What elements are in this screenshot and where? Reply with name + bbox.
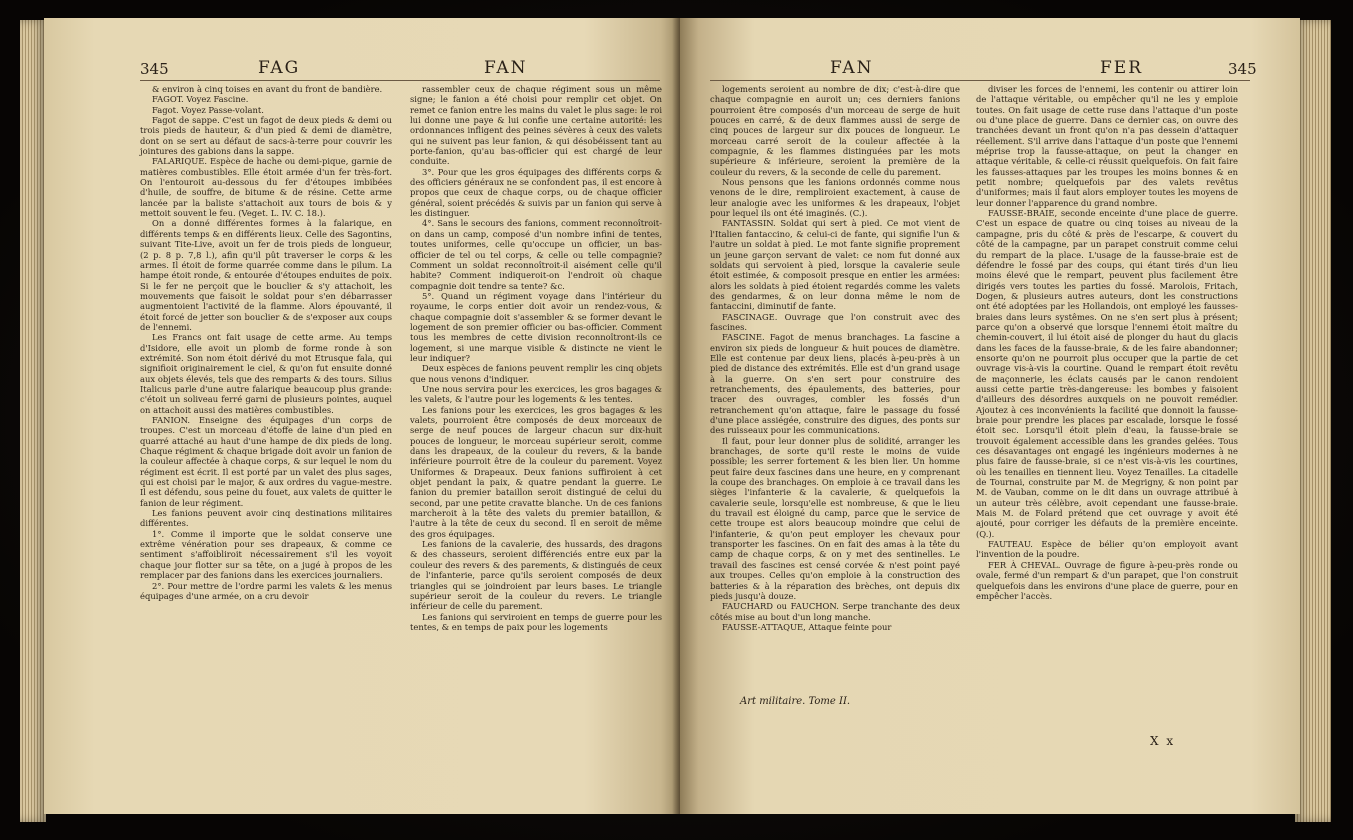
left-column-1 [140,84,392,804]
left-header-rule [140,80,660,81]
paragraph: FER À CHEVAL. Ouvrage de figure à-peu-près ronde ou ovale, fermé d'un rempart & d'un parapet, que l'on construit quelquefois dans les environs d'une place de guerre, pour en empêcher l'accès. [976,559,1238,601]
paragraph: FAUSSE-BRAIE, seconde enceinte d'une place de guerre. C'est un espace de quatre ou cinq toises au niveau de la campagne, pris du côté & près de l'escarpe, & couvert du côté de la campagne, par un parapet construit comme celui du rempart de la place. L'usage de la fausse-braie est de défendre le fossé par des coups, qui étant tirés d'un lieu moins élevé que le rempart, peuvent plus facilement être dirigés vers toutes les parties du fossé. Marolois, Fritach, Dogen, & plusieurs autres auteurs, dont les constructions ont été adoptées par les Hollandois, ont employé les fausses-braies dans leurs systêmes. On ne s'en sert plus à présent; parce qu'on a observé que lorsque l'ennemi étoit maître du chemin-couvert, il lui étoit aisé de plonger du haut du glacis dans les faces de la fausse-braie, & de les faire abandonner; ensorte qu'on ne pourroit plus occuper que la partie de cet ouvrage vis-à-vis la courtine. Quand le rempart étoit revêtu de maçonnerie, les éclats causés par le canon rendoient aussi cette partie très-dangereuse: les bombes y faisoient d'ailleurs des désordres auxquels on ne pouvoit remédier. Ajoutez à ces inconvénients la facilité que donnoit la fausse-braie pour prendre les places par escalade, lorsque le fossé étoit sec. Lorsqu'il étoit plein d'eau, la fausse-braie se trouvoit également accessible dans les grandes gelées. Tous ces désavantages ont engagé les ingénieurs modernes à ne plus faire de fausse-braie, si ce n'est vis-à-vis les courtines, où les tenailles en tiennent lieu. Voyez Tenailles. La citadelle de Tournai, construite par M. de Megrigny, & non point par M. de Vauban, comme on le dit dans un ouvrage attribué à un auteur très célèbre, avoit cependant une fausse-braie. Mais M. de Folard prétend que cet ouvrage y avoit été ajouté, pour corriger les défauts de la première enceinte. (Q.). [976,208,1238,539]
paragraph: Fagot de sappe. C'est un fagot de deux pieds & demi ou trois pieds de hauteur, & d'un pied & demi de diamètre, dont on se sert au défaut de sacs-à-terre pour couvrir les jointures des gabions dans la sappe. [140,115,392,157]
right-column-2 [976,84,1238,774]
paragraph: 2°. Pour mettre de l'ordre parmi les valets & les menus équipages d'une armée, on a cru devoir [140,580,392,601]
paragraph: FAUTEAU. Espèce de bélier qu'on employoit avant l'invention de la poudre. [976,539,1238,560]
paragraph: Les fanions pour les exercices, les gros bagages & les valets, pourroient être composés de deux morceaux de serge de neuf pouces de largeur chacun sur dix-huit pouces de longueur, le morceau supérieur seroit, comme dans les drapeaux, de la couleur du revers, & la bande inférieure pourroit être de la couleur du parement. Voyez Uniformes & Drapeaux. Deux fanions suffiroient à cet objet pendant la paix, & quatre pendant la guerre. Le fanion du premier bataillon seroit distingué de celui du second, par une petite cravatte blanche. Un de ces fanions marcheroit à la tête des valets du premier bataillon, & l'autre à la tête de ceux du second. Il en seroit de même des gros équipages. [410,404,662,539]
paragraph: FASCINAGE. Ouvrage que l'on construit avec des fascines. [710,311,960,332]
left-column-2 [410,84,662,804]
paragraph: FASCINE. Fagot de menus branchages. La fascine a environ six pieds de longueur & huit pouces de diamètre. Elle est contenue par deux liens, placés à-peu-près à un pied de distance des extrémités. Elle est d'un grand usage à la guerre. On s'en sert pour construire des retranchements, des épaulements, des batteries, pour tracer des ouvrages, combler les fossés d'un retranchement qu'on attaque, faire le passage du fossé d'une place assiégée, construire des digues, des ponts sur des ruisseaux pour les communications. [710,332,960,436]
paragraph: Une nous servira pour les exercices, les gros bagages & les valets, & l'autre pour les logements & les tentes. [410,383,662,405]
paragraph: 4°. Sans le secours des fanions, comment reconnoîtroit-on dans un camp, composé d'un nombre infini de tentes, toutes uniformes, celle qu'occupe un officier, un bas-officier de tel ou tel corps, & celle ou telle compagnie? Comment un soldat reconnoîtroit-il aisément celle qu'il habite? Comment indiqueroit-on l'endroit où chaque compagnie doit tendre sa tente? &c. [410,218,662,291]
paragraph: Les fanions peuvent avoir cinq destinations militaires différentes. [140,508,392,529]
paragraph: 1°. Comme il importe que le soldat conserve une extrême vénération pour ses drapeaux, & comme ce sentiment s'affoibliroit nécessairement s'il les voyoit chaque jour flotter sur sa tête, on a jugé à propos de les remplacer par des fanions dans les exercices journaliers. [140,528,392,581]
paragraph: rassembler ceux de chaque régiment sous un même signe; le fanion a été choisi pour remplir cet objet. On remet ce fanion entre les mains du valet le plus sage: le roi lui donne une paye & lui confie une certaine autorité: les ordonnances infligent des peines sévères à ceux des valets qui ne suivent pas leur fanion, & qui désobéissent tant au porte-fanion, qu'au bas-officier qui est chargé de leur conduite. [410,84,662,167]
paragraph: FAUSSE-ATTAQUE, Attaque feinte pour [722,621,892,632]
paragraph: FANION. Enseigne des équipages d'un corps de troupes. C'est un morceau d'étoffe de laine d'un pied en quarré attaché au haut d'une hampe de dix pieds de long. Chaque régiment & chaque brigade doit avoir un fanion de la couleur affectée à chaque corps, & sur lequel le nom du régiment est écrit. Il est porté par un valet des plus sages, qui est choisi par le major, & aux ordres du vague-mestre. Il est défendu, sous peine du fouet, aux valets de quitter le fanion de leur régiment. [140,415,392,508]
right-column-1 [710,84,960,774]
paragraph: On a donné différentes formes à la falarique, en différents temps & en différents lieux. Celle des Sagontins, suivant Tite-Live, avoit un fer de trois pieds de longueur, (2 p. 8 p. 7,8 l.), afin qu'il pût traverser le corps & les armes. Il étoit de forme quarrée comme dans le pilum. La hampe étoit ronde, & entourée d'étoupes enduites de poix. Si le fer ne perçoit que le bouclier & s'y attachoit, les mouvements que faisoit le soldat pour s'en débarrasser augmentoient l'activité de la flamme. Alors épouvanté, il étoit forcé de jetter son bouclier & de s'exposer aux coups de l'ennemi. [140,218,392,332]
paragraph: Deux espèces de fanions peuvent remplir les cinq objets que nous venons d'indiquer. [410,363,662,384]
paragraph: Les fanions de la cavalerie, des hussards, des dragons & des chasseurs, seroient différenciés entre eux par la couleur des revers & des parements, & distingués de ceux de l'infanterie, parce qu'ils seroient composés de deux triangles qui se joindroient par leurs bases. Le triangle supérieur seroit de la couleur du revers. Le triangle inférieur de celle du parement. [410,539,662,612]
paragraph: FAUCHARD ou FAUCHON. Serpe tranchante des deux côtés mise au bout d'un long manche. [710,601,960,622]
left-folio: 345 [140,60,169,78]
paragraph: & environ à cinq toises en avant du front de bandière. [152,84,383,94]
right-header-fan: FAN [830,58,874,78]
right-signature-line: Art militaire. Tome II. [740,696,851,707]
paragraph: FANTASSIN. Soldat qui sert à pied. Ce mot vient de l'Italien fantaccino, & celui-ci de fante, qui signifie l'un & l'autre un soldat à pied. Le mot fante signifie proprement un jeune garçon servant de valet: ce nom fut donné aux soldats qui servoient à pied, lorsque la cavalerie seule étoit estimée, & composoit presque en entier les armées: alors les soldats à pied étoient regardés comme les valets des gendarmes, & on leur donna même le nom de fantaccini, diminutif de fante. [710,218,960,312]
paragraph: Nous pensons que les fanions ordonnés comme nous venons de le dire, rempliroient exactement, à cause de leur analogie avec les uniformes & les drapeaux, l'objet pour lequel ils ont été imaginés. (C.). [710,177,960,219]
paragraph: Fagot. Voyez Passe-volant. [152,104,264,115]
left-header-fag: FAG [258,58,301,78]
right-page-edges [1295,20,1331,822]
paragraph: diviser les forces de l'ennemi, les contenir ou attirer loin de l'attaque véritable, ou empêcher qu'il ne les y emploie toutes. On fait usage de cette ruse dans l'attaque d'un poste ou d'une place de guerre. Dans ce dernier cas, on ouvre des tranchées devant un front qu'on n'a pas dessein d'attaquer réellement. S'il arrive dans l'attaque d'un poste que l'ennemi méprise trop la fausse-attaque, on peut la changer en attaque véritable, & celle-ci réussit quelquefois. On fait faire les fausses-attaques par les troupes les moins bonnes & en petit nombre; quelquefois par des valets revêtus d'uniformes; mais il faut alors employer toutes les moyens de leur donner l'apparence du grand nombre. [976,84,1238,208]
paragraph: Il faut, pour leur donner plus de solidité, arranger les branchages, de sorte qu'il reste le moins de vuide possible; les serrer fortement & les bien lier. Un homme peut faire deux fascines dans une heure, en y comprenant la coupe des branchages. On emploie à ce travail dans les sièges l'infanterie & la cavalerie, & quelquefois la cavalerie seule, lorsqu'elle est nombreuse, & que le lieu du travail est éloigné du camp, parce que le service de cette troupe est alors beaucoup moindre que celui de l'infanterie, & qu'on peut employer les chevaux pour transporter les fascines. On en fait des amas à la tête du camp de chaque corps, & on y met des sentinelles. Le travail des fascines est censé corvée & n'est point payé aux troupes. Celles qu'on emploie à la construction des batteries & à la réparation des brèches, ont depuis dix pieds jusqu'à douze. [710,435,960,601]
left-header-fan: FAN [484,58,528,78]
paragraph: 5°. Quand un régiment voyage dans l'intérieur du royaume, le corps entier doit avoir un rendez-vous, & chaque compagnie doit s'assembler & se former devant le logement de son premier officier ou bas-officier. Comment tous les membres de cette division reconnoîtront-ils ce logement, si une marque visible & distincte ne vient le leur indiquer? [410,290,662,363]
right-header-fer: FER [1100,58,1144,78]
paragraph: FALARIQUE. Espèce de hache ou demi-pique, garnie de matières combustibles. Elle étoit armée d'un fer très-fort. On l'entouroit au-dessous du fer d'étoupes imbibées d'huile, de souffre, de bitume & de résine. Cette arme lancée par la baliste s'attachoit aux tours de bois & y mettoit souvent le feu. (Veget. L. IV. C. 18.). [140,156,392,219]
right-header-rule [710,80,1250,81]
paragraph: Les Francs ont fait usage de cette arme. Au temps d'Isidore, elle avoit un plomb de forme ronde à son extrémité. Son nom étoit dérivé du mot Etrusque fala, qui signifioit originairement le ciel, & qu'on fut ensuite donné aux objets élevés, tels que des remparts & des tours. Silius Italicus parle d'une autre falarique beaucoup plus grande: c'étoit un soliveau ferré garni de plusieurs pointes, auquel on attachoit aussi des matières combustibles. [140,332,392,415]
paragraph: FAGOT. Voyez Fascine. [152,94,249,105]
paragraph: Les fanions qui serviroient en temps de guerre pour les tentes, & en temps de paix pour les logements [410,611,662,632]
paragraph: 3°. Pour que les gros équipages des différents corps & des officiers généraux ne se confondent pas, il est encore à propos que ceux de chaque corps, ou de chaque officier général, soient précédés & suivis par un fanion qui serve à les distinguer. [410,166,662,219]
right-page [680,18,1300,814]
right-folio: 345 [1228,60,1257,78]
left-page [44,18,680,814]
left-page-edges [20,20,46,822]
paragraph: logements seroient au nombre de dix; c'est-à-dire que chaque compagnie en auroit un; ces derniers fanions pourroient être composés d'un morceau de serge de huit pouces en carré, & de deux flammes aussi de serge de cinq pouces de largeur sur dix pouces de longueur. Le morceau carré seroit de la couleur affectée à la compagnie, & les flammes distinguées par les mots supérieure & inférieure, seroient la première de la couleur du revers, & la seconde de celle du parement. [710,84,960,177]
right-signature-mark: X x [1150,734,1176,748]
